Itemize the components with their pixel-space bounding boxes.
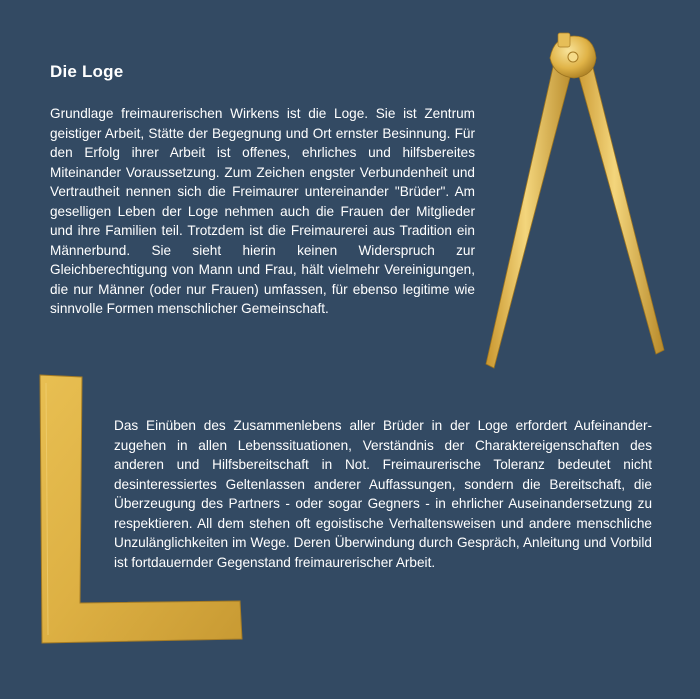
paragraph-tolerance: Das Einüben des Zusammenlebens aller Brüder in der Loge erfordert Aufeinanderzugehen in allen Lebenssituationen, Verständnis der Charaktereigenschaften des anderen und Hilfsbereitschaft in Not. Freimaurerische Toleranz bedeutet nicht desinteressiertes Geltenlassen anderer Auffassungen, sondern die Bereitschaft, die Überzeugung des Partners - oder sogar Gegners - in ehrlicher Auseinandersetzung zu respektieren. All dem stehen oft egoistische Verhaltensweisen und andere menschliche Unzulänglichkeiten im Wege. Deren Überwindung durch Gespräch, Anleitung und Vorbild ist fortdauernder Gegenstand freimaurerischer Arbeit. [114, 418, 652, 570]
compass-icon [470, 28, 670, 378]
paragraph-intro: Grundlage freimaurerischen Wirkens ist die Loge. Sie ist Zentrum geistiger Arbeit, Stätte der Begegnung und Ort ernster Besinnung. Für den Erfolg ihrer Arbeit ist offenes, ehrliches und hilfsbereites Miteinander Voraussetzung. Zum Zeichen engster Verbundenheit und Vertrautheit nennen sich die Freimaurer untereinander "Brüder". Am geselligen Leben der Loge nehmen auch die Frauen der Mitglieder und ihre Familien teil. Trotzdem ist die Freimaurerei aus Tradition ein Männerbund. Sie sieht hierin keinen Widerspruch zur Gleichberechtigung von Mann und Frau, hält vielmehr Vereinigungen, die nur Männer (oder nur Frauen) umfassen, für ebenso legitime wie sinnvolle Formen menschlicher Gemeinschaft. [50, 106, 475, 316]
page-title: Die Loge [50, 62, 124, 81]
